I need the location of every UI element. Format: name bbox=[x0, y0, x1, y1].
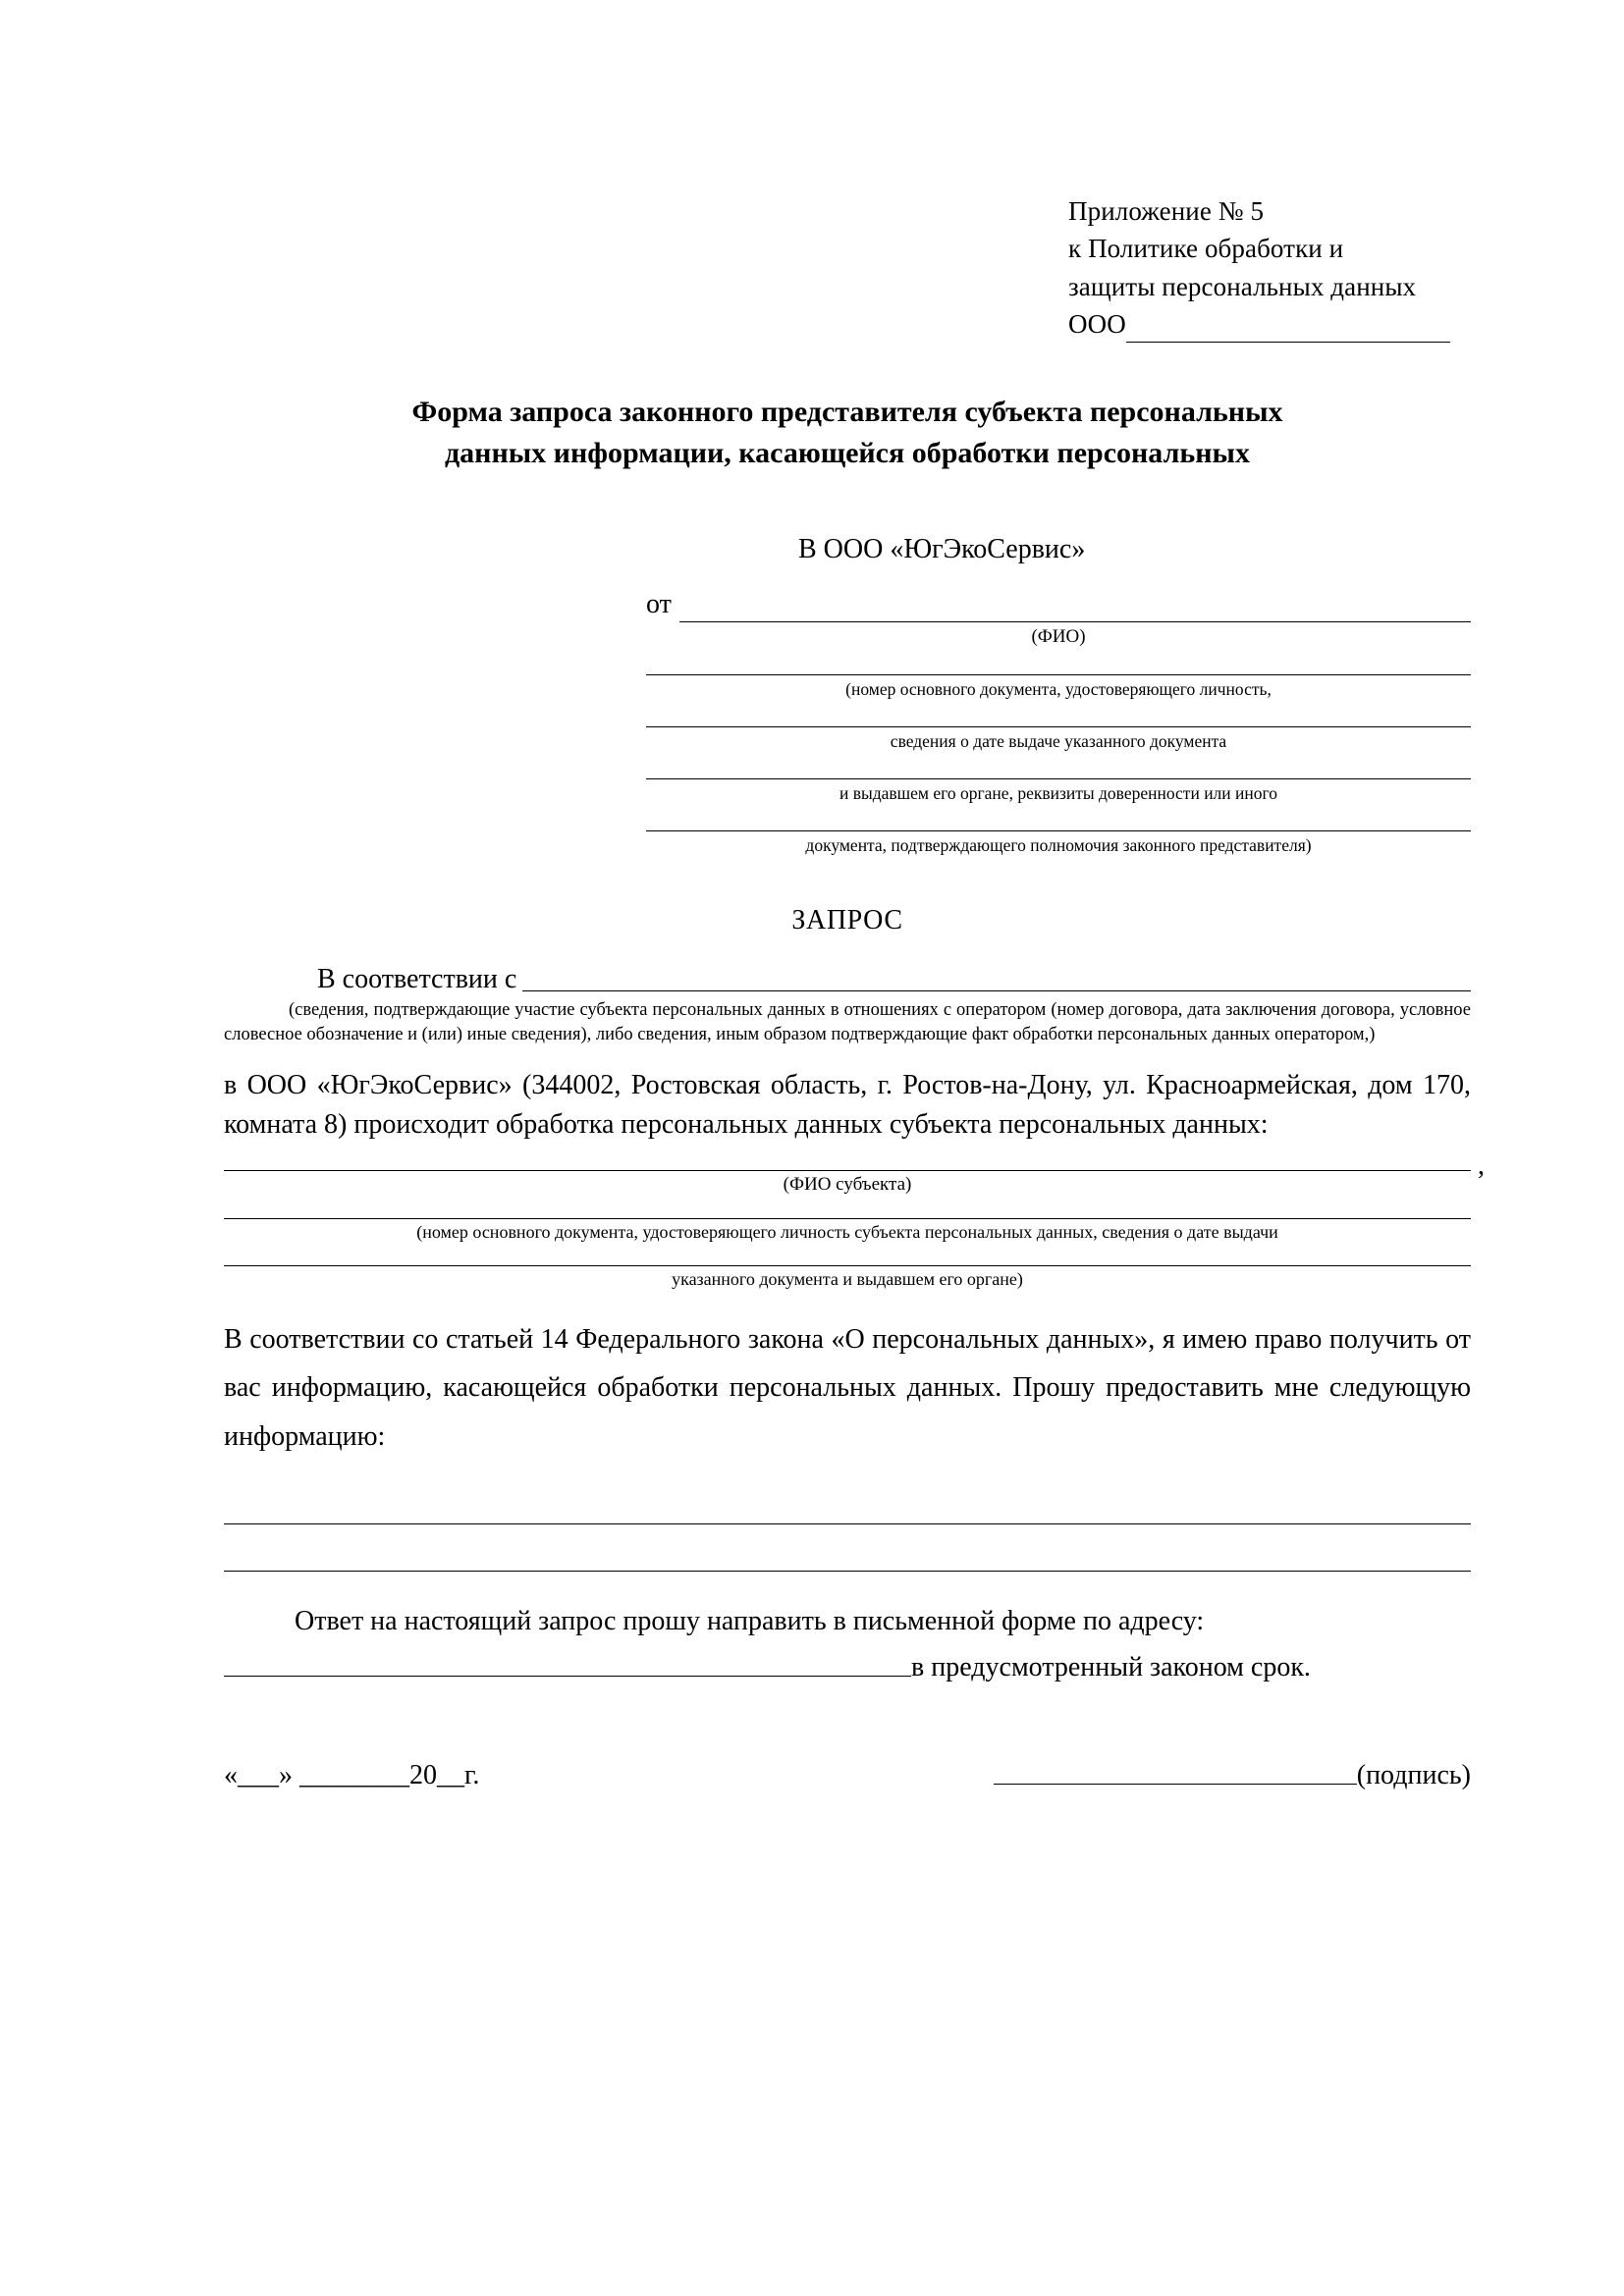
from-fill-blank[interactable] bbox=[679, 620, 1471, 622]
request-heading: ЗАПРОС bbox=[791, 905, 903, 936]
caption-fio: (ФИО) bbox=[1031, 626, 1086, 648]
law-paragraph: В соответствии со статьей 14 Федерального закона «О персональных данных», я имею право получить от вас информацию, касающейся обработки персональных данных. Прошу предоставить мне следующую информацию: bbox=[224, 1323, 1471, 1453]
page-title-line-1: Форма запроса законного представителя субъекта персональных bbox=[411, 396, 1283, 429]
caption-subject-doc-1: (номер основного документа, удостоверяющего личность субъекта персональных данных, сведения о дате выдачи bbox=[416, 1221, 1278, 1242]
document-content bbox=[224, 192, 1485, 1791]
caption-doc-4: документа, подтверждающего полномочия законного представителя) bbox=[805, 835, 1312, 856]
doc-fill-blank-1[interactable] bbox=[646, 673, 1471, 675]
page-title-line-2: данных информации, касающейся обработки персональных bbox=[445, 436, 1250, 469]
caption-subject-fio: (ФИО субъекта) bbox=[783, 1173, 912, 1195]
addressee-org: В ООО «ЮгЭкоСервис» bbox=[798, 534, 1086, 565]
subject-fio-row bbox=[224, 1149, 1485, 1181]
subject-doc-blank-1[interactable] bbox=[224, 1217, 1471, 1219]
doc-fill-blank-2[interactable] bbox=[646, 725, 1471, 727]
compliance-fineprint-text: (сведения, подтверждающие участие субъекта персональных данных в отношениях с оператором (номер договора, дата заключения договора, условное словесное обозначение и (или) иные сведения), либо сведения, иным образом подтверждающие факт обработки персональных данных оператором,) bbox=[224, 1000, 1471, 1044]
caption-subject-doc-2: указанного документа и выдавшем его органе) bbox=[672, 1268, 1023, 1289]
signature-blank[interactable] bbox=[994, 1783, 1357, 1785]
appendix-number: Приложение № 5 bbox=[1068, 196, 1265, 226]
doc-fill-blank-4[interactable] bbox=[646, 829, 1471, 831]
info-request-blank-2[interactable] bbox=[224, 1570, 1471, 1572]
org-paragraph: в ООО «ЮгЭкоСервис» (344002, Ростовская область, г. Ростов-на-Дону, ул. Красноармейская, дом 170, комната 8) происходит обработка персональных данных субъекта персональных данных: bbox=[224, 1069, 1471, 1141]
org-blank-line bbox=[1068, 305, 1471, 343]
answer-tail-text: в предусмотренный законом срок. bbox=[911, 1652, 1311, 1683]
compliance-fill-blank[interactable] bbox=[522, 989, 1471, 991]
doc-fill-blank-3[interactable] bbox=[646, 777, 1471, 779]
caption-doc-3: и выдавшем его органе, реквизиты доверенности или иного bbox=[839, 783, 1278, 804]
answer-address-blank[interactable] bbox=[224, 1675, 911, 1677]
addressee-block bbox=[224, 534, 1471, 856]
subject-doc-blank-2[interactable] bbox=[224, 1264, 1471, 1266]
compliance-label: В соответствии с bbox=[317, 964, 517, 995]
date-line[interactable]: «___» ________20__г. bbox=[224, 1760, 480, 1791]
caption-doc-1: (номер основного документа, удостоверяющего личность, bbox=[845, 679, 1272, 700]
signature-label: (подпись) bbox=[1356, 1760, 1471, 1791]
policy-line-1: к Политике обработки и bbox=[1068, 234, 1344, 264]
comma-mark: , bbox=[1478, 1149, 1485, 1181]
subject-fio-blank[interactable] bbox=[224, 1169, 1471, 1171]
compliance-fineprint bbox=[224, 998, 1471, 1046]
policy-line-2: защиты персональных данных bbox=[1068, 271, 1417, 301]
signature-row bbox=[224, 1760, 1471, 1791]
org-prefix: ООО bbox=[1068, 308, 1126, 339]
compliance-row bbox=[224, 964, 1471, 995]
appendix-header bbox=[1068, 192, 1471, 343]
org-fill-blank[interactable] bbox=[1126, 314, 1450, 343]
caption-doc-2: сведения о дате выдаче указанного документа bbox=[890, 731, 1227, 752]
answer-address-row bbox=[224, 1652, 1471, 1683]
page-title bbox=[224, 392, 1471, 473]
signature-block bbox=[994, 1760, 1471, 1791]
answer-paragraph: Ответ на настоящий запрос прошу направить в письменной форме по адресу: bbox=[295, 1606, 1205, 1637]
from-row bbox=[646, 589, 1471, 622]
from-label: от bbox=[646, 589, 672, 620]
